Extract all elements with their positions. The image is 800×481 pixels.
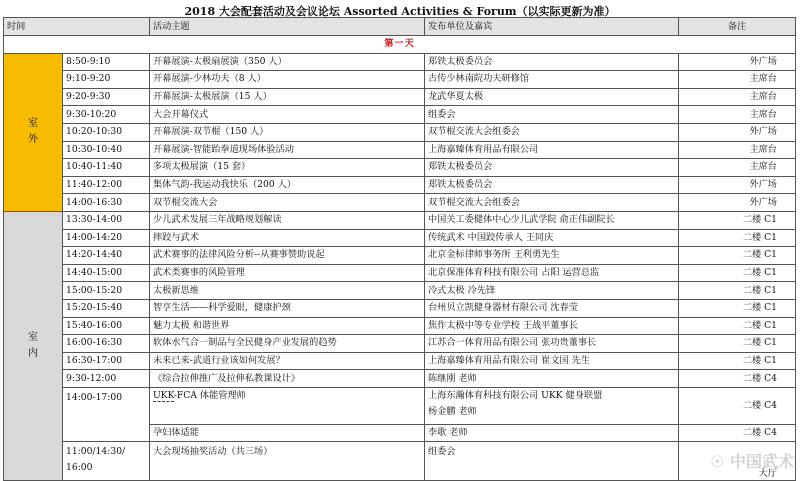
time-cell: 9:30-10:20: [63, 106, 150, 124]
time-cell: 8:50-9:10: [63, 53, 150, 71]
org-cell: 龙武华夏太极: [425, 88, 679, 106]
time-cell: 14:00-14:20: [63, 229, 150, 247]
time-cell: 9:10-9:20: [63, 71, 150, 89]
outdoor-section-char: 室: [28, 118, 38, 130]
table-row: [4, 88, 796, 106]
note-cell: 外广场: [679, 176, 796, 194]
table-row: [4, 352, 796, 370]
org-cell: 冷式太极 冷先锋: [425, 282, 679, 300]
time-cell: 14:00-16:30: [63, 194, 150, 212]
org-cell: 双节棍交流大会组委会: [425, 123, 679, 141]
header-row: [4, 18, 796, 36]
table-row: [4, 370, 796, 388]
org-cell: 北京保准体育科技有限公司 占阳 运营总监: [425, 264, 679, 282]
org-cell: 郑铁太极委员会: [425, 159, 679, 177]
indoor-section-label: [4, 211, 63, 481]
note-cell: 二楼 C1: [679, 317, 796, 335]
topic-cell: 开幕展演-双节棍（150 人）: [150, 123, 425, 141]
time-cell: 10:40-11:40: [63, 159, 150, 177]
org-cell: 焦作太极中等专业学校 王战平董事长: [425, 317, 679, 335]
topic-cell: 多项太极展演（15 套）: [150, 159, 425, 177]
topic-cell: 少儿武术发展三年战略规划解读: [150, 211, 425, 229]
table-row: [4, 176, 796, 194]
org-cell: 古传少林南院功夫研修馆: [425, 71, 679, 89]
note-cell: 二楼 C4: [679, 387, 796, 424]
note-cell: 主席台: [679, 159, 796, 177]
note-cell: 二楼 C1: [679, 299, 796, 317]
table-row: [4, 299, 796, 317]
note-cell: 二楼 C1: [679, 247, 796, 265]
org-cell: 上海嘉臻体育用品有限公司 崔文国 先生: [425, 352, 679, 370]
topic-cell: 智亨生活——科学爱眼，健康护颈: [150, 299, 425, 317]
org-cell: 李歌 老师: [425, 424, 679, 442]
org-cell: 郑铁太极委员会: [425, 53, 679, 71]
topic-cell: 武术类赛事的风险管理: [150, 264, 425, 282]
org-cell: [425, 387, 679, 424]
note-cell: 二楼 C4: [679, 424, 796, 442]
table-row: [4, 123, 796, 141]
note-cell: 大厅: [679, 442, 796, 481]
org-cell: 上海嘉臻体育用品有限公司: [425, 141, 679, 159]
topic-cell: 开幕展演-少林功夫（8 人）: [150, 71, 425, 89]
table-row: [4, 317, 796, 335]
topic-cell: 大会开幕仪式: [150, 106, 425, 124]
outdoor-section-char: 外: [28, 134, 38, 146]
org-cell: 江苏合一体育用品有限公司 张功贵董事长: [425, 335, 679, 353]
note-cell: 二楼 C1: [679, 282, 796, 300]
table-row: [4, 442, 796, 481]
org-cell: 传统武术 中国跤传承人 王同庆: [425, 229, 679, 247]
time-line: 16:00: [66, 462, 93, 474]
topic-cell: 魅力太极 和谐世界: [150, 317, 425, 335]
time-cell: 9:30-12:00: [63, 370, 150, 388]
time-cell: 11:40-12:00: [63, 176, 150, 194]
note-cell: 外广场: [679, 194, 796, 212]
table-row: [4, 335, 796, 353]
day-row: [4, 36, 796, 54]
time-cell: 15:20-15:40: [63, 299, 150, 317]
org-cell: 郑铁太极委员会: [425, 176, 679, 194]
topic-cell: 武术赛事的法律风险分析--从赛事赞助说起: [150, 247, 425, 265]
org-line: 杨金鹏 老师: [428, 405, 477, 417]
org-cell: 中国关工委健体中心少儿武学院 俞正伟副院长: [425, 211, 679, 229]
topic-cell: 双节棍交流大会: [150, 194, 425, 212]
topic-cell: 未来已来-武道行业该如何发展？: [150, 352, 425, 370]
org-cell: 组委会: [425, 442, 679, 481]
topic-cell: 《综合拉伸推广及拉伸私教课设计》: [150, 370, 425, 388]
topic-cell: 孕妇体适能: [150, 424, 425, 442]
note-cell: 外广场: [679, 53, 796, 71]
topic-cell: 太极新思维: [150, 282, 425, 300]
header-org: 发布单位及嘉宾: [425, 18, 679, 36]
table-row: [4, 106, 796, 124]
time-cell: 14:00-17:00: [63, 387, 150, 442]
time-cell: 15:00-15:20: [63, 282, 150, 300]
topic-cell: 集体气韵-我运动我快乐（200 人）: [150, 176, 425, 194]
topic-cell: 开幕展演-太极扇展演（350 人）: [150, 53, 425, 71]
org-cell: 北京金标律师事务所 王利勇先生: [425, 247, 679, 265]
header-time: 时间: [4, 18, 150, 36]
org-cell: 台州贝立凯健身器材有限公司 沈春莹: [425, 299, 679, 317]
time-cell: 16:30-17:00: [63, 352, 150, 370]
org-cell: 组委会: [425, 106, 679, 124]
topic-cell: 开幕展演-太极展演（15 人）: [150, 88, 425, 106]
topic-rest: -FCA 体能管理师: [173, 389, 246, 401]
time-cell: 16:00-16:30: [63, 335, 150, 353]
indoor-section-char: 室: [28, 332, 38, 344]
topic-cell: 开幕展演-智能跆拳道现场体验活动: [150, 141, 425, 159]
note-cell: 主席台: [679, 106, 796, 124]
org-cell: 陈继刚 老师: [425, 370, 679, 388]
note-cell: 主席台: [679, 141, 796, 159]
time-cell: 13:30-14:00: [63, 211, 150, 229]
org-line: 上海东瀚体育科技有限公司 UKK 健身联盟: [428, 389, 603, 401]
time-cell: 15:40-16:00: [63, 317, 150, 335]
time-line: 11:00/14:30/: [66, 446, 126, 458]
topic-cell: 摔跤与武术: [150, 229, 425, 247]
table-row: [4, 282, 796, 300]
indoor-section-char: 内: [28, 348, 38, 360]
table-row: [4, 229, 796, 247]
table-row: [4, 141, 796, 159]
note-cell: 二楼 C1: [679, 211, 796, 229]
time-cell: 14:40-15:00: [63, 264, 150, 282]
table-row: [4, 387, 796, 424]
time-cell: 14:20-14:40: [63, 247, 150, 265]
note-cell: 二楼 C4: [679, 370, 796, 388]
table-row: [4, 53, 796, 71]
note-cell: 二楼 C1: [679, 229, 796, 247]
document-title: 2018 大会配套活动及会议论坛 Assorted Activities & Forum（以实际更新为准）: [184, 5, 616, 18]
note-cell: 主席台: [679, 88, 796, 106]
table-row: [4, 194, 796, 212]
time-cell: 10:30-10:40: [63, 141, 150, 159]
time-cell: 9:20-9:30: [63, 88, 150, 106]
topic-brand: UKK: [153, 389, 174, 401]
table-row: [4, 159, 796, 177]
note-cell: 外广场: [679, 123, 796, 141]
day-label: 第一天: [4, 36, 796, 54]
topic-cell: 软体水气合一制品与全民健身产业发展的趋势: [150, 335, 425, 353]
table-row: [4, 264, 796, 282]
schedule-table: [3, 17, 796, 481]
note-cell: 二楼 C1: [679, 264, 796, 282]
header-note: 备注: [679, 18, 796, 36]
org-cell: 双节棍交流大会组委会: [425, 194, 679, 212]
topic-cell: 大会现场抽奖活动（共三场）: [150, 442, 425, 481]
note-cell: 二楼 C1: [679, 352, 796, 370]
note-cell: 主席台: [679, 71, 796, 89]
time-cell: [63, 442, 150, 481]
time-cell: 10:20-10:30: [63, 123, 150, 141]
outdoor-section-label: [4, 53, 63, 211]
table-row: [4, 247, 796, 265]
note-cell: 二楼 C1: [679, 335, 796, 353]
header-topic: 活动主题: [150, 18, 425, 36]
table-row: [4, 71, 796, 89]
table-row: [4, 211, 796, 229]
topic-cell: [150, 387, 425, 424]
watermark: ☉ 中国武术: [710, 452, 794, 471]
